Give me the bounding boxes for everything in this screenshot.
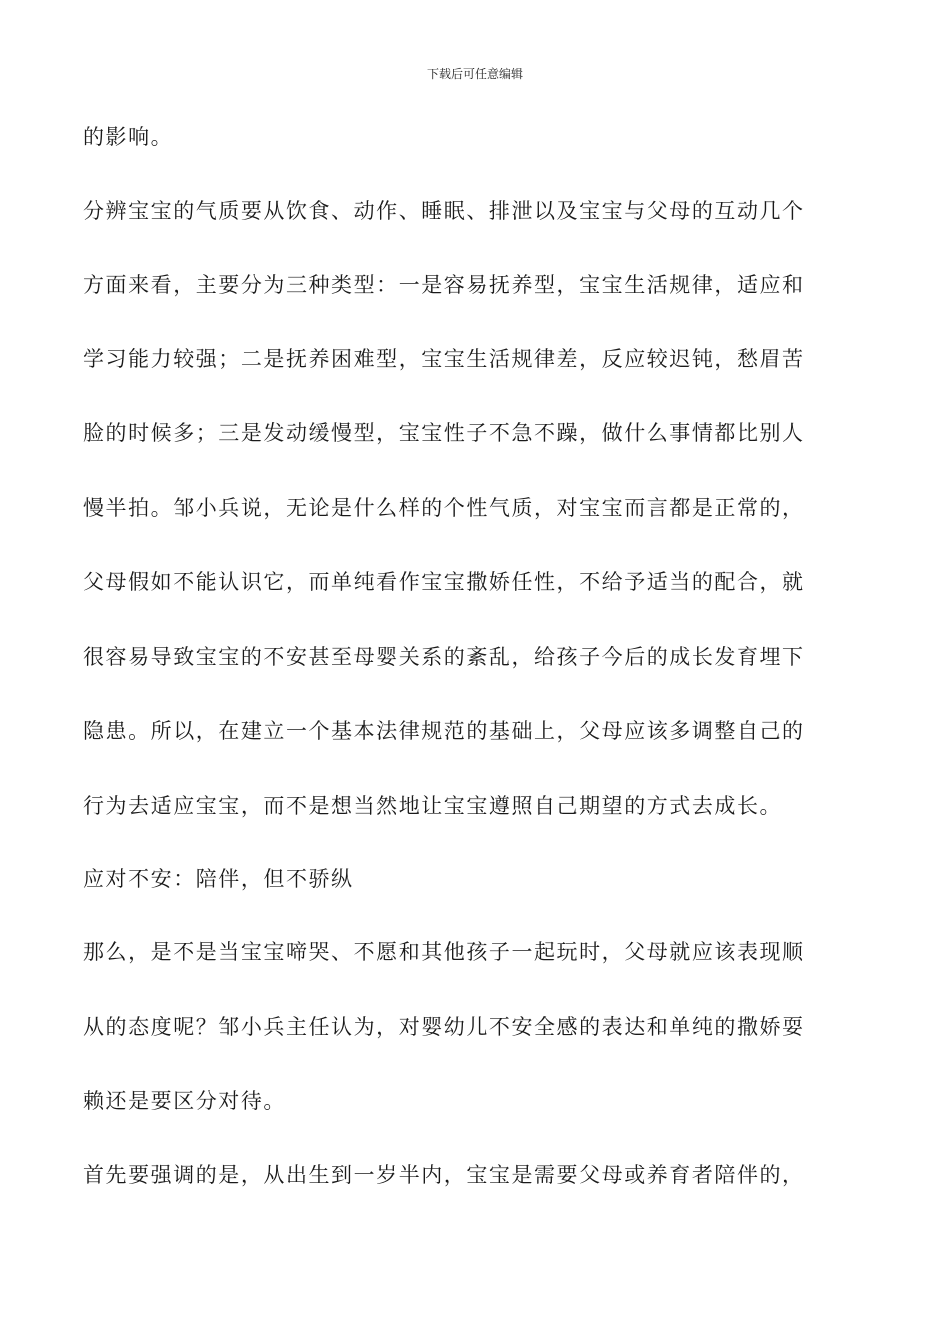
text-line: 行为去适应宝宝，而不是想当然地让宝宝遵照自己期望的方式去成长。 (83, 794, 783, 818)
text-line: 首先要强调的是，从出生到一岁半内，宝宝是需要父母或养育者陪伴的， (83, 1163, 805, 1187)
text-line: 那么，是不是当宝宝啼哭、不愿和其他孩子一起玩时，父母就应该表现顺 (83, 940, 805, 964)
text-line: 慢半拍。邹小兵说，无论是什么样的个性气质，对宝宝而言都是正常的， (83, 496, 805, 520)
text-line: 学习能力较强；二是抚养困难型，宝宝生活规律差，反应较迟钝，愁眉苦 (83, 347, 805, 371)
text-line: 赖还是要区分对待。 (83, 1089, 286, 1113)
text-line: 分辨宝宝的气质要从饮食、动作、睡眠、排泄以及宝宝与父母的互动几个 (83, 199, 805, 223)
text-line: 的影响。 (83, 125, 174, 149)
text-line: 父母假如不能认识它，而单纯看作宝宝撒娇任性，不给予适当的配合，就 (83, 570, 805, 594)
text-line: 很容易导致宝宝的不安甚至母婴关系的紊乱，给孩子今后的成长发育埋下 (83, 645, 805, 669)
text-line: 隐患。所以，在建立一个基本法律规范的基础上，父母应该多调整自己的 (83, 719, 805, 743)
section-heading: 应对不安：陪伴，但不骄纵 (83, 867, 354, 891)
text-line: 脸的时候多；三是发动缓慢型，宝宝性子不急不躁，做什么事情都比别人 (83, 421, 805, 445)
text-line: 从的态度呢？邹小兵主任认为，对婴幼儿不安全感的表达和单纯的撒娇耍 (83, 1015, 805, 1039)
page-header: 下载后可任意编辑 (426, 67, 523, 81)
text-line: 方面来看，主要分为三种类型：一是容易抚养型，宝宝生活规律，适应和 (83, 273, 805, 297)
